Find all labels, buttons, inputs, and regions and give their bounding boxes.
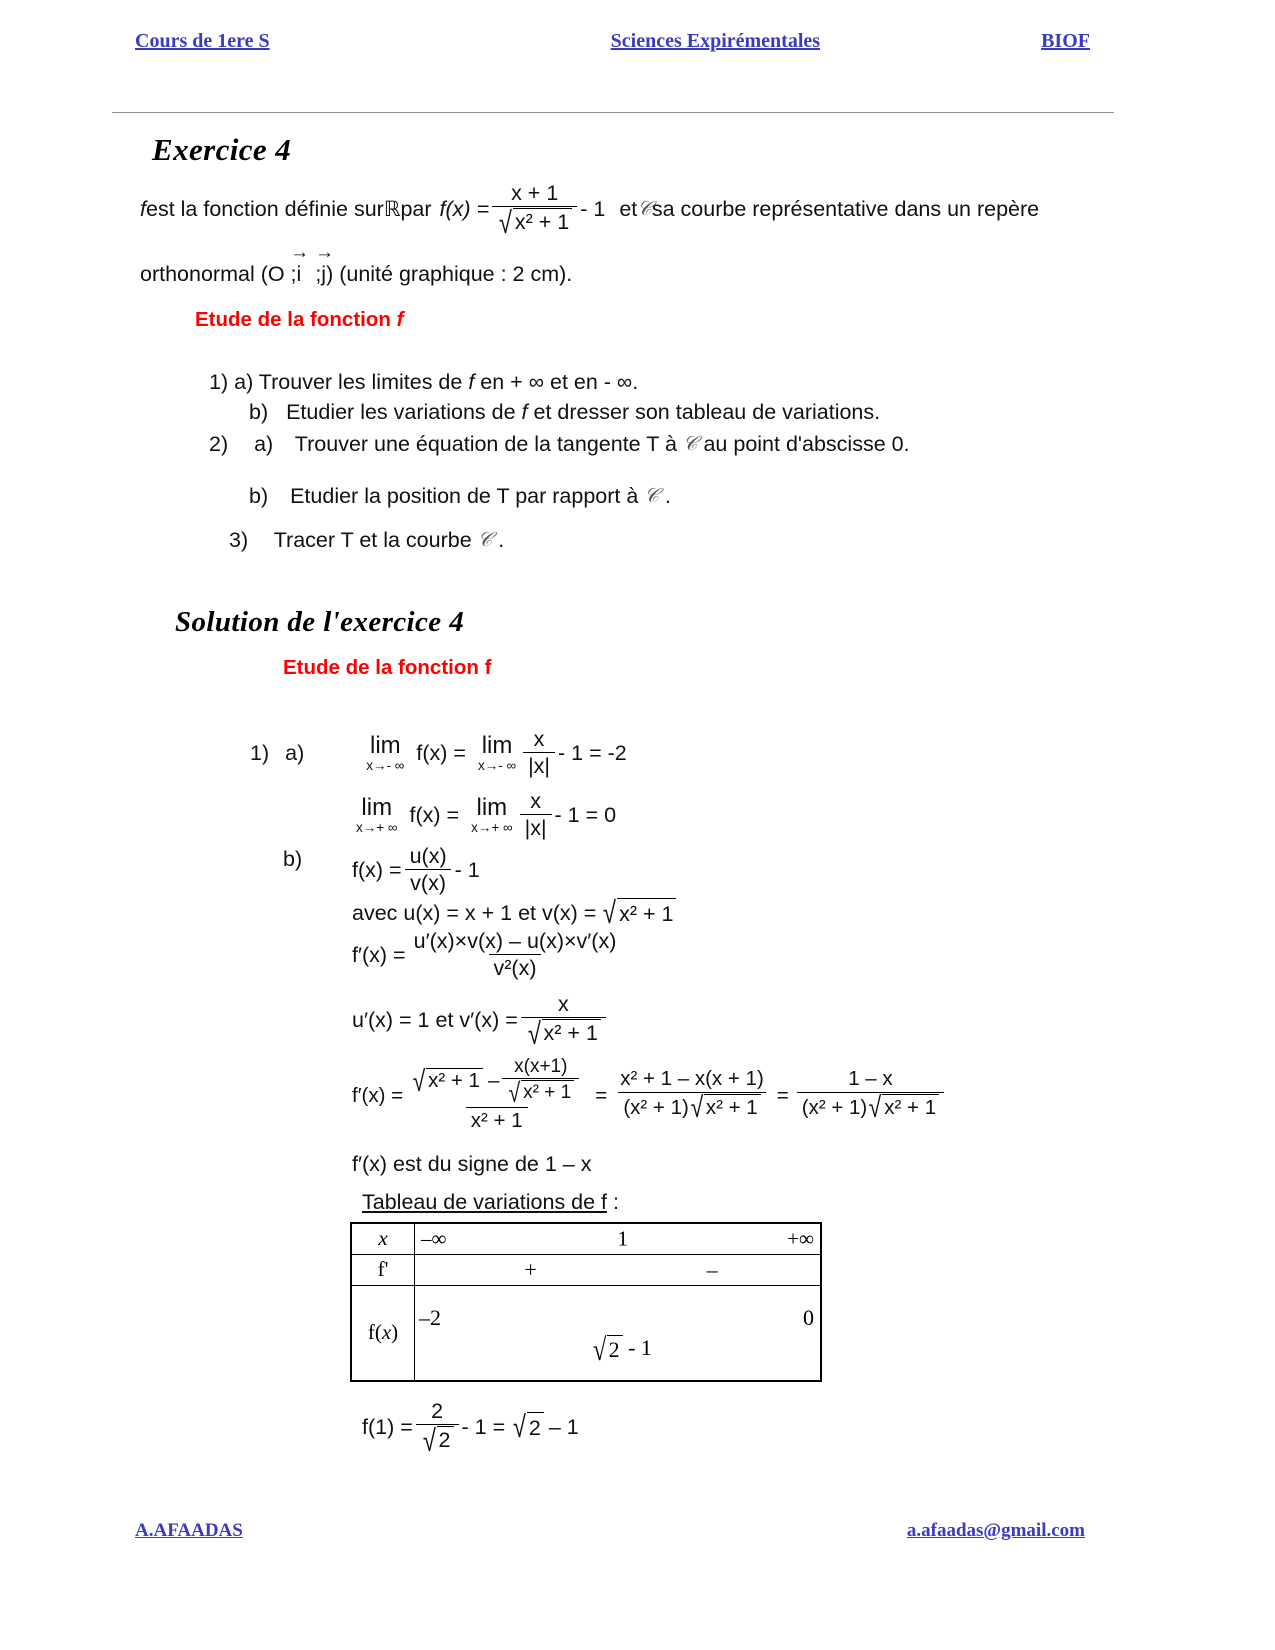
sign-plus: +	[524, 1256, 537, 1282]
uprime-pre: u′(x) = 1 et v′(x) =	[352, 1008, 518, 1033]
row-sign-values	[415, 1254, 822, 1285]
row-label-fprime: f'	[351, 1254, 415, 1285]
radical-sign-icon: √	[498, 206, 513, 241]
fx-minus-one: - 1	[580, 197, 606, 222]
fdef-denominator: v(x)	[405, 869, 451, 896]
limit-operator-1b	[477, 732, 517, 773]
solution-item-1a	[250, 728, 627, 780]
big-fraction-3-numerator: 1 – x	[848, 1067, 893, 1091]
big-lhs: f′(x) =	[352, 1083, 404, 1107]
table-row-variations	[351, 1285, 821, 1381]
limit-1b-subscript: x→- ∞	[477, 757, 517, 773]
f1-tail: – 1	[548, 1415, 579, 1440]
big1-inner-numerator: x(x+1)	[514, 1056, 568, 1077]
variations-table	[350, 1222, 822, 1382]
limit-1-numerator: x	[533, 727, 545, 751]
f1-denominator-radical: √ 2	[421, 1426, 454, 1454]
f1-denominator	[416, 1424, 459, 1459]
question-3-post: .	[498, 528, 505, 552]
orthonormal-pre: orthonormal (O ;	[140, 262, 297, 286]
row-x-values	[415, 1223, 822, 1254]
curve-symbol-2a: 𝒞	[682, 431, 698, 455]
arrow-right-icon-i: →	[290, 242, 310, 263]
big3-den-radical: √ x² + 1	[867, 1094, 939, 1121]
radical-sign-icon: √	[869, 1092, 882, 1125]
variation-max-tail: - 1	[628, 1334, 652, 1360]
fprime-fraction	[409, 929, 622, 981]
solution-fprime-rule	[352, 930, 624, 982]
row-label-fx: f(x)	[351, 1285, 415, 1381]
intro-text-a: est la fonction définie sur	[145, 197, 384, 222]
vprime-fraction	[521, 992, 606, 1052]
variation-end-value: 0	[803, 1304, 814, 1330]
limit-1-subscript: x→- ∞	[366, 757, 405, 773]
big-fraction-1	[406, 1057, 587, 1132]
question-3-pre: Tracer T et la courbe	[273, 528, 472, 552]
question-2a-pre: Trouver une équation de la tangente T à	[294, 432, 677, 456]
limit-1-tail: - 1 = -2	[558, 741, 627, 766]
solution-item1a-letter: a)	[285, 741, 305, 766]
limit-2-main: lim	[361, 794, 393, 822]
solution-item1-number: 1)	[250, 741, 270, 766]
limit-operator-1	[366, 732, 405, 773]
radical-sign-icon: √	[603, 896, 617, 930]
limit-1-main: lim	[369, 732, 401, 760]
question-1a-f: f	[468, 370, 475, 394]
big-fraction-1-numerator	[406, 1057, 587, 1107]
solution-uprime-line	[352, 992, 609, 1052]
question-1b	[249, 398, 880, 427]
header-center-label: Sciences Expirémentales	[610, 30, 821, 52]
solution-fprime-chain	[352, 1058, 947, 1133]
limit-2-numerator: x	[530, 789, 541, 813]
question-3	[229, 526, 504, 555]
row-variation-graph	[415, 1285, 822, 1381]
vector-i-label: i	[296, 262, 302, 286]
vprime-numerator: x	[557, 992, 569, 1016]
radical-sign-icon: √	[512, 1410, 527, 1445]
limit-2-tail: - 1 = 0	[554, 803, 617, 828]
page-footer	[135, 1520, 1085, 1542]
exercise-red-heading-f: f	[396, 308, 404, 331]
vector-j-label: j	[321, 262, 327, 286]
limit-1-fraction	[523, 727, 555, 779]
question-1a	[209, 368, 638, 397]
solution-limit-2	[352, 790, 616, 842]
limit-operator-2	[356, 794, 398, 835]
radical-sign-icon: √	[592, 1332, 606, 1368]
vprime-denominator-radical: √ x² + 1	[526, 1019, 601, 1047]
big3-den-pre: (x² + 1)	[801, 1096, 868, 1120]
solution-avec-line	[352, 898, 676, 929]
intro-text-b: par	[400, 197, 432, 222]
exercise-red-heading	[195, 308, 403, 332]
orthonormal-post: ) (unité graphique : 2 cm).	[326, 262, 573, 286]
big1-num-radical: √ x² + 1	[411, 1068, 483, 1095]
exercise-intro-line	[140, 181, 1040, 241]
sign-note: f′(x) est du signe de 1 – x	[352, 1152, 592, 1176]
radical-sign-icon: √	[422, 1424, 436, 1459]
page-header	[135, 30, 1125, 53]
question-2b	[249, 482, 671, 511]
row-label-x: x	[351, 1223, 415, 1254]
variation-max-radical: √ 2	[590, 1335, 622, 1364]
arrow-right-icon-j: →	[314, 242, 334, 263]
vector-j	[314, 242, 334, 289]
radical-sign-icon: √	[527, 1017, 541, 1052]
fdef-lhs: f(x) =	[352, 858, 402, 883]
f-of-one-line	[362, 1399, 579, 1459]
table-caption-colon: :	[613, 1190, 619, 1214]
question-1b-rest: et dresser son tableau de variations.	[533, 400, 881, 424]
orthonormal-line	[140, 242, 573, 289]
big-fraction-3	[797, 1067, 944, 1125]
equals-1: =	[595, 1083, 608, 1107]
real-set-symbol: ℝ	[383, 197, 401, 222]
big1-inner-radical: √ x² + 1	[507, 1080, 574, 1105]
limit-2-fx: f(x) =	[409, 803, 460, 828]
question-2b-number: b)	[249, 484, 269, 508]
header-divider	[112, 112, 1114, 113]
radical-sign-icon: √	[412, 1066, 426, 1099]
fprime-denominator: v²(x)	[489, 954, 542, 981]
limit-1b-main: lim	[481, 732, 513, 760]
big2-den-radical: √ x² + 1	[689, 1094, 761, 1121]
solution-red-heading: Etude de la fonction f	[283, 656, 492, 679]
limit-1-fx: f(x) =	[416, 741, 466, 766]
big1-inner-denominator	[502, 1078, 579, 1109]
radical-sign-icon: √	[508, 1078, 521, 1109]
fdef-numerator: u(x)	[409, 844, 447, 868]
table-row-x	[351, 1223, 821, 1254]
equals-2: =	[776, 1083, 789, 1107]
fdef-fraction	[405, 844, 452, 896]
intro-f-symbol: f	[140, 197, 146, 222]
limit-2-subscript: x→+ ∞	[356, 819, 398, 835]
f1-lhs: f(1) =	[362, 1415, 413, 1440]
big-fraction-2	[615, 1067, 769, 1125]
vprime-denominator	[521, 1017, 606, 1052]
curve-symbol: 𝒞	[637, 196, 652, 221]
f1-numerator: 2	[431, 1399, 444, 1423]
fprime-lhs: f′(x) =	[352, 943, 406, 968]
header-left-label: Cours de 1ere S	[135, 30, 270, 52]
exercise-red-heading-text: Etude de la fonction	[195, 308, 391, 331]
solution-fdef	[352, 845, 480, 897]
variation-start-value: –2	[419, 1304, 441, 1330]
curve-symbol-2b: 𝒞	[644, 483, 659, 507]
limit-2b-subscript: x→+ ∞	[471, 819, 513, 835]
question-1b-text: Etudier les variations de	[286, 400, 516, 424]
variation-max-value	[590, 1332, 652, 1368]
exercise-title: Exercice 4	[152, 132, 292, 167]
big-fraction-3-denominator	[797, 1092, 944, 1125]
fprime-numerator: u′(x)×v(x) – u(x)×v′(x)	[413, 929, 617, 953]
x-value-one: 1	[617, 1226, 628, 1251]
table-caption	[362, 1188, 619, 1217]
question-2a-post: au point d'abscisse 0.	[703, 432, 910, 456]
big-fraction-1-denominator: x² + 1	[466, 1107, 528, 1132]
question-2-number: 2)	[209, 432, 229, 456]
footer-email[interactable]: a.afaadas@gmail.com	[906, 1520, 1085, 1541]
orthonormal-mid: ;	[315, 262, 322, 286]
big-fraction-2-numerator: x² + 1 – x(x + 1)	[620, 1067, 764, 1091]
header-right-label: BIOF	[1041, 30, 1090, 52]
table-caption-text: Tableau de variations de f	[362, 1190, 608, 1214]
big-fraction-2-denominator	[618, 1092, 765, 1125]
vector-i	[290, 242, 310, 289]
limit-2-denominator: |x|	[520, 814, 552, 841]
fx-fraction	[492, 181, 577, 241]
avec-radical: √ x² + 1	[601, 898, 676, 929]
fx-numerator: x + 1	[511, 181, 559, 205]
intro-text-d: sa courbe représentative dans un repère	[651, 197, 1040, 222]
fx-denominator-radical: √ x² + 1	[497, 208, 572, 236]
curve-symbol-3: 𝒞	[477, 527, 493, 551]
question-3-number: 3)	[229, 528, 249, 552]
f1-mid: - 1 =	[461, 1415, 506, 1440]
question-2a-number: a)	[254, 432, 274, 456]
table-row-fprime	[351, 1254, 821, 1285]
limit-2b-main: lim	[476, 794, 508, 822]
solution-title: Solution de l'exercice 4	[175, 606, 465, 638]
intro-text-c: et	[619, 197, 638, 222]
limit-1-denominator: |x|	[523, 752, 555, 779]
question-1a-rest: en + ∞ et en - ∞.	[480, 370, 639, 394]
fx-label: f(x) =	[439, 197, 490, 222]
limit-operator-2b	[471, 794, 513, 835]
big1-minus: –	[487, 1069, 500, 1093]
question-2b-pre: Etudier la position de T par rapport à	[290, 484, 639, 508]
question-2b-post: .	[664, 484, 671, 508]
big2-den-pre: (x² + 1)	[623, 1096, 689, 1120]
question-1-number: 1)	[209, 370, 229, 394]
x-value-plus-infinity: +∞	[787, 1226, 814, 1251]
footer-author: A.AFAADAS	[135, 1520, 243, 1541]
x-value-minus-infinity: –∞	[421, 1226, 447, 1251]
f1-result-radical: √ 2	[511, 1412, 544, 1443]
fx-denominator	[492, 206, 577, 241]
sign-minus: –	[706, 1256, 718, 1282]
limit-2-fraction	[520, 789, 552, 841]
radical-sign-icon: √	[690, 1092, 704, 1125]
fdef-tail: - 1	[454, 858, 480, 883]
question-1a-text: a) Trouver les limites de	[234, 370, 463, 394]
avec-pre: avec u(x) = x + 1 et v(x) =	[352, 901, 597, 925]
f1-fraction	[416, 1399, 459, 1459]
question-2a	[209, 430, 910, 459]
solution-item1b-letter: b)	[283, 847, 303, 871]
question-1b-f: f	[521, 400, 528, 424]
big1-inner-fraction	[502, 1056, 579, 1109]
question-1b-number: b)	[249, 400, 269, 424]
